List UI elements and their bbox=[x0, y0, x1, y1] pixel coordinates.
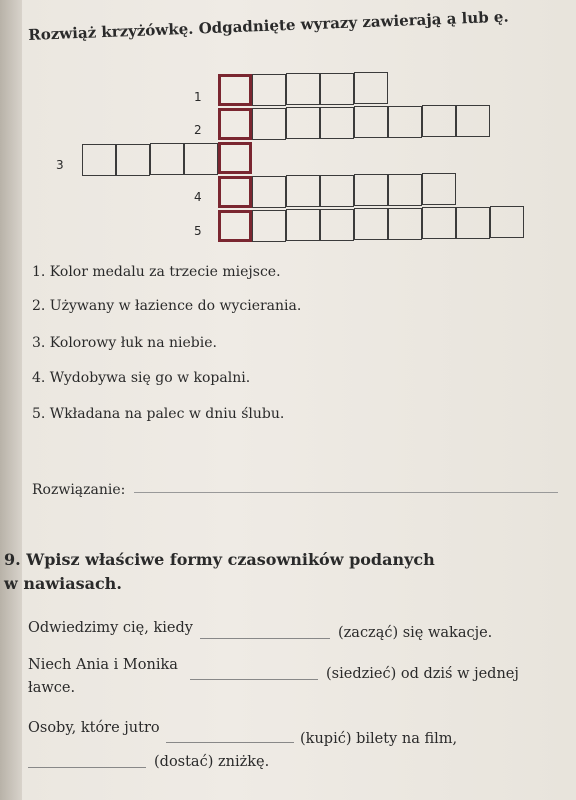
clue-5: 5. Wkładana na palec w dniu ślubu. bbox=[32, 406, 285, 422]
clue-3: 3. Kolorowy łuk na niebie. bbox=[32, 335, 217, 351]
crossword-cell[interactable] bbox=[422, 105, 456, 137]
crossword-cell[interactable] bbox=[320, 209, 354, 241]
crossword-cell[interactable] bbox=[252, 210, 286, 242]
crossword-cell[interactable] bbox=[456, 207, 490, 239]
crossword-cell[interactable] bbox=[286, 73, 320, 105]
crossword-key-cell[interactable] bbox=[218, 210, 252, 242]
crossword-cell[interactable] bbox=[354, 174, 388, 206]
sentence3-start: Osoby, które jutro bbox=[28, 720, 160, 736]
clue-1: 1. Kolor medalu za trzecie miejsce. bbox=[32, 264, 281, 280]
crossword-cell[interactable] bbox=[286, 175, 320, 207]
sentence3-blank-1[interactable] bbox=[166, 742, 294, 743]
sentence3-blank-2[interactable] bbox=[28, 767, 146, 768]
solution-answer-line[interactable] bbox=[134, 492, 558, 493]
crossword-cell[interactable] bbox=[252, 74, 286, 106]
sentence3-middle: (kupić) bilety na film, bbox=[300, 731, 458, 747]
crossword-key-cell[interactable] bbox=[218, 108, 252, 140]
row-number-1: 1 bbox=[194, 90, 202, 104]
sentence1-start: Odwiedzimy cię, kiedy bbox=[28, 620, 193, 636]
crossword-cell[interactable] bbox=[320, 107, 354, 139]
crossword-cell[interactable] bbox=[150, 143, 184, 175]
exercise9-heading-line1: 9. Wpisz właściwe formy czasowników podanych bbox=[4, 550, 435, 569]
crossword-cell[interactable] bbox=[320, 73, 354, 105]
crossword-key-cell[interactable] bbox=[218, 176, 252, 208]
exercise9-heading-line2: w nawiasach. bbox=[4, 574, 122, 593]
crossword-cell[interactable] bbox=[354, 208, 388, 240]
crossword-cell[interactable] bbox=[354, 72, 388, 104]
crossword-cell[interactable] bbox=[422, 207, 456, 239]
clue-2: 2. Używany w łazience do wycierania. bbox=[32, 298, 302, 314]
sentence2-end: (siedzieć) od dziś w jednej bbox=[326, 666, 519, 682]
row-number-3: 3 bbox=[56, 158, 64, 172]
sentence2-continued: ławce. bbox=[28, 680, 76, 696]
crossword-key-cell[interactable] bbox=[218, 74, 252, 106]
exercise9-heading bbox=[4, 548, 435, 596]
crossword-cell[interactable] bbox=[490, 206, 524, 238]
sentence2-start: Niech Ania i Monika bbox=[28, 657, 178, 673]
crossword-cell[interactable] bbox=[82, 144, 116, 176]
crossword-key-cell[interactable] bbox=[218, 142, 252, 174]
crossword-cell[interactable] bbox=[252, 108, 286, 140]
crossword-cell[interactable] bbox=[184, 143, 218, 175]
solution-label: Rozwiązanie: bbox=[32, 482, 126, 498]
crossword-cell[interactable] bbox=[354, 106, 388, 138]
sentence2-blank[interactable] bbox=[190, 679, 318, 680]
crossword-cell[interactable] bbox=[286, 209, 320, 241]
sentence1-end: (zacząć) się wakacje. bbox=[338, 625, 493, 641]
crossword-cell[interactable] bbox=[422, 173, 456, 205]
crossword-cell[interactable] bbox=[116, 144, 150, 176]
crossword-cell[interactable] bbox=[320, 175, 354, 207]
row-number-2: 2 bbox=[194, 123, 202, 137]
crossword-cell[interactable] bbox=[286, 107, 320, 139]
exercise-instruction: Rozwiąż krzyżówkę. Odgadnięte wyrazy zawierają ą lub ę. bbox=[28, 7, 509, 44]
crossword-cell[interactable] bbox=[456, 105, 490, 137]
sentence1-blank[interactable] bbox=[200, 638, 330, 639]
clue-4: 4. Wydobywa się go w kopalni. bbox=[32, 370, 251, 386]
crossword-cell[interactable] bbox=[388, 174, 422, 206]
sentence3-end: (dostać) zniżkę. bbox=[154, 754, 270, 770]
row-number-5: 5 bbox=[194, 224, 202, 238]
crossword-cell[interactable] bbox=[252, 176, 286, 208]
page-binding-edge bbox=[0, 0, 22, 800]
crossword-cell[interactable] bbox=[388, 106, 422, 138]
row-number-4: 4 bbox=[194, 190, 202, 204]
crossword-cell[interactable] bbox=[388, 208, 422, 240]
